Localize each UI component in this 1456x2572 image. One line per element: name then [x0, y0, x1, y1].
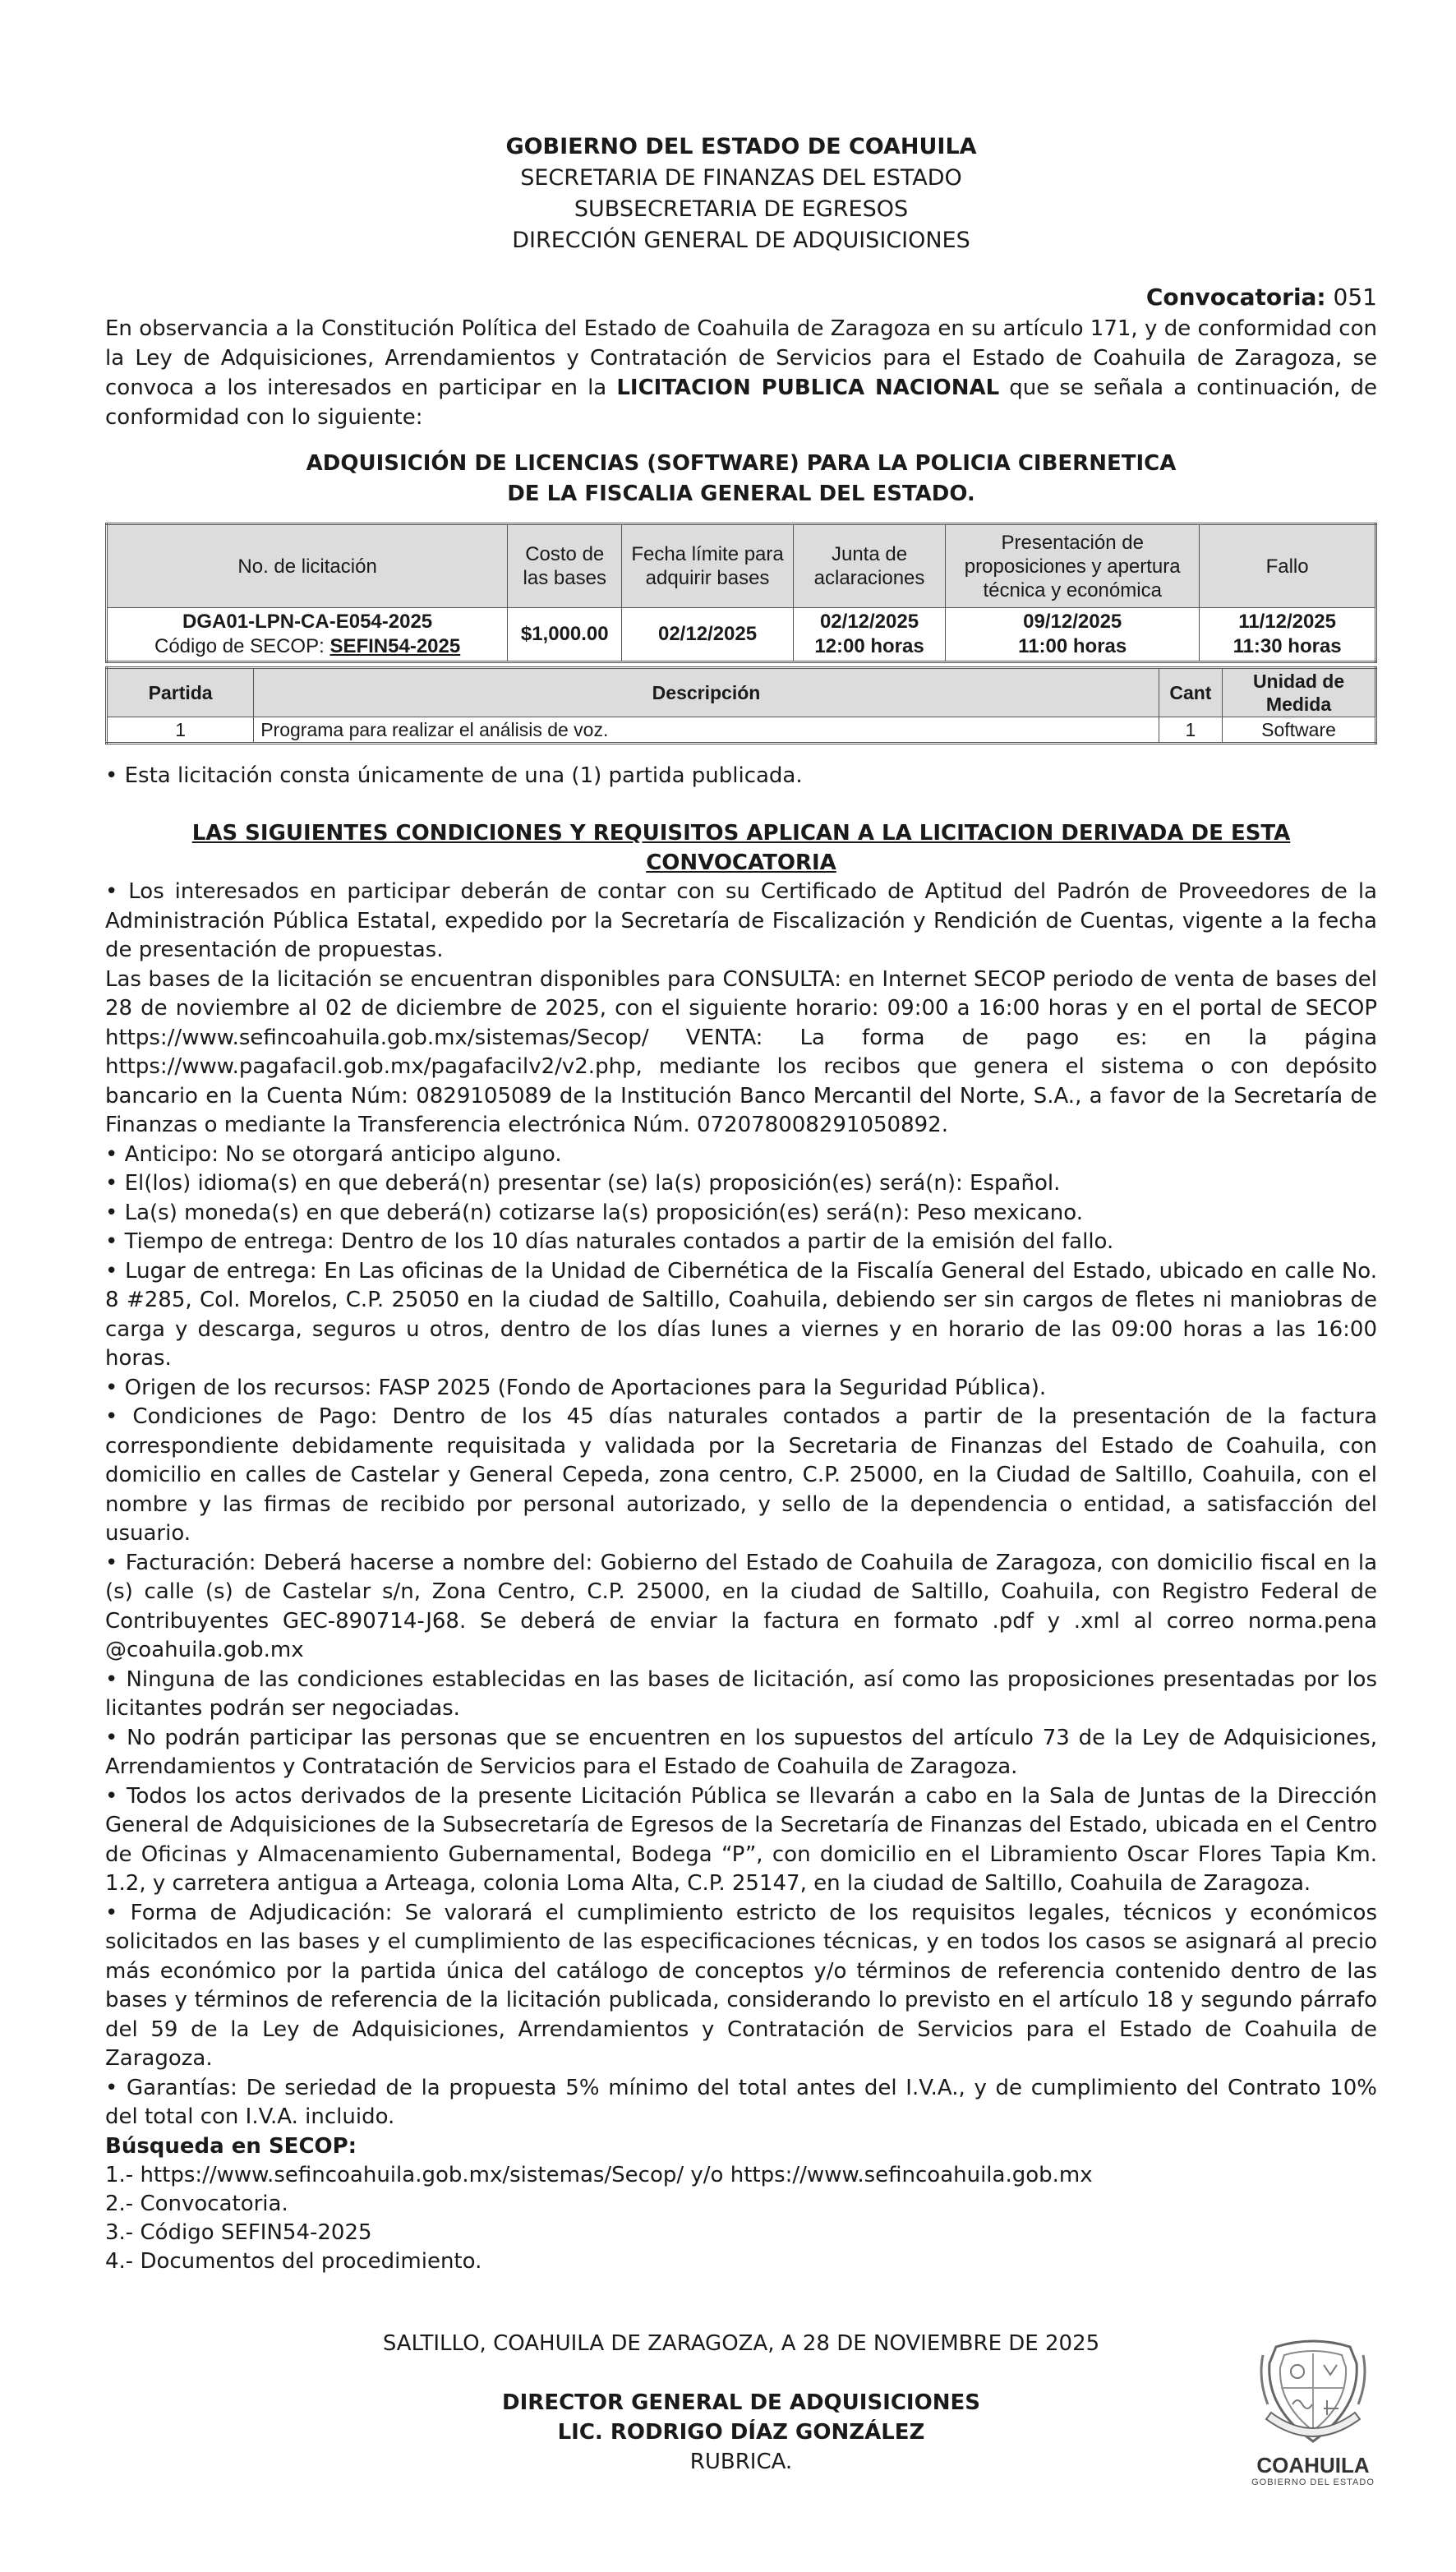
licitacion-code: DGA01-LPN-CA-E054-2025	[182, 611, 433, 633]
partidas-table-header	[107, 668, 1376, 717]
list-item: • No podrán participar las personas que se encuentren en los supuestos del artículo 73 de la Ley de Adquisiciones, Arrendamientos y Contratación de Servicios para el Estado de Coahuila de Zaragoza.	[105, 1725, 1377, 1779]
partidas-table	[105, 666, 1377, 744]
coahuila-seal	[1239, 2330, 1387, 2495]
conditions-title-line-2: CONVOCATORIA	[646, 850, 836, 875]
subject-line-1: ADQUISICIÓN DE LICENCIAS (SOFTWARE) PARA LA POLICIA CIBERNETICA	[306, 451, 1177, 476]
col-no-licitacion: No. de licitación	[107, 524, 508, 608]
list-item: 4.- Documentos del procedimiento.	[105, 2248, 482, 2274]
header-subsecretaria: SUBSECRETARIA DE EGRESOS	[574, 196, 909, 222]
convocatoria-value: 051	[1333, 283, 1377, 311]
list-item: • Forma de Adjudicación: Se valorará el cumplimiento estricto de los requisitos legales, técnicos y económicos solicitados en las bases y el cumplimiento de las especificaciones técnicas, y en todos los casos se asignará al precio más económico por la partida única del catálogo de conceptos y/o términos de referencia contenido dentro de las bases y términos de referencia de la licitación publicada, considerando lo previsto en el artículo 18 y segundo párrafo del 59 de la Ley de Adquisiciones, Arrendamientos y Contratación de Servicios para el Estado de Coahuila de Zaragoza.	[105, 1900, 1377, 2071]
list-item: • Facturación: Deberá hacerse a nombre del: Gobierno del Estado de Coahuila de Zaragoza, con domicilio fiscal en la (s) calle (s) de Castelar s/n, Zona Centro, C.P. 25000, en la ciudad de Saltillo, Coahuila, con Registro Federal de Contribuyentes GEC-890714-J68. Se deberá de enviar la factura en formato .pdf y .xml al correo norma.pena @coahuila.gob.mx	[105, 1550, 1377, 1662]
intro-paragraph	[105, 314, 1377, 432]
col-fallo: Fallo	[1200, 524, 1376, 608]
list-item: 2.- Convocatoria.	[105, 2191, 288, 2216]
intro-text-2: que se señala a continuación, de conformidad con lo siguiente:	[105, 376, 1377, 430]
signature-block	[105, 2388, 1377, 2477]
list-item: • Lugar de entrega: En Las oficinas de la Unidad de Cibernética de la Fiscalía General del Estado, ubicado en calle No. 8 #285, Col. Morelos, C.P. 25050 en la ciudad de Saltillo, Coahuila, debiendo ser sin cargos de fletes ni maniobras de carga y descarga, seguros u otros, dentro de los días lunes a viernes y en horario de las 09:00 horas a las 16:00 horas.	[105, 1258, 1377, 1371]
col-cant: Cant	[1159, 668, 1222, 717]
secop-search-title: Búsqueda en SECOP:	[105, 2133, 357, 2159]
secop-label: Código de SECOP:	[154, 635, 330, 657]
junta-hora: 12:00 horas	[814, 635, 924, 657]
fallo-hora: 11:30 horas	[1233, 635, 1342, 657]
signer-rubrica: RUBRICA.	[689, 2449, 793, 2474]
cell-costo: $1,000.00	[508, 608, 622, 662]
coat-of-arms-icon	[1251, 2330, 1375, 2454]
cell-licitacion	[107, 608, 508, 662]
list-item: 3.- Código SEFIN54-2025	[105, 2219, 372, 2245]
subject-line-2: DE LA FISCALIA GENERAL DEL ESTADO.	[507, 482, 975, 506]
cell-fecha-limite: 02/12/2025	[622, 608, 794, 662]
conditions-title-line-1: LAS SIGUIENTES CONDICIONES Y REQUISITOS APLICAN A LA LICITACION DERIVADA DE ESTA	[191, 821, 1291, 846]
col-unidad: Unidad de Medida	[1223, 668, 1376, 717]
cell-fallo	[1200, 608, 1376, 662]
col-partida: Partida	[107, 668, 254, 717]
conditions-list	[105, 878, 1377, 2132]
cell-cant: 1	[1159, 717, 1222, 744]
table-row	[107, 608, 1376, 662]
cell-junta	[793, 608, 945, 662]
secop-code-line	[108, 634, 506, 659]
list-item: • La(s) moneda(s) en que deberá(n) cotizarse la(s) proposición(es) será(n): Peso mexicano.	[105, 1200, 1083, 1225]
list-item: • Todos los actos derivados de la presente Licitación Pública se llevarán a cabo en la Sala de Juntas de la Dirección General de Adquisiciones de la Subsecretaría de Egresos de la Secretaría de Finanzas del Estado, ubicada en el Centro de Oficinas y Almacenamiento Gubernamental, Bodega “P”, con domicilio en el Libramiento Oscar Flores Tapia Km. 1.2, y carretera antigua a Arteaga, colonia Loma Alta, C.P. 25147, en la ciudad de Saltillo, Coahuila de Zaragoza.	[105, 1783, 1377, 1896]
document-page	[105, 131, 1377, 2477]
col-presentacion: Presentación de proposiciones y apertura técnica y económica	[946, 524, 1200, 608]
document-header	[105, 131, 1377, 256]
seal-name: COAHUILA	[1256, 2453, 1370, 2478]
subject-title	[105, 449, 1377, 509]
licitacion-table	[105, 523, 1377, 663]
cell-partida: 1	[107, 717, 254, 744]
presentacion-hora: 11:00 horas	[1018, 635, 1127, 657]
secop-code: SEFIN54-2025	[329, 635, 461, 657]
cell-presentacion	[946, 608, 1200, 662]
list-item: • Anticipo: No se otorgará anticipo alguno.	[105, 1141, 562, 1167]
intro-text-1: En observancia a la Constitución Política del Estado de Coahuila de Zaragoza en su artículo 171, y de conformidad con la Ley de Adquisiciones, Arrendamientos y Contratación de Servicios para el Estado de Coahuila de Zaragoza, se convoca a los interesados en participar en la	[105, 316, 1377, 400]
signer-title: DIRECTOR GENERAL DE ADQUISICIONES	[502, 2390, 980, 2415]
place-date: SALTILLO, COAHUILA DE ZARAGOZA, A 28 DE NOVIEMBRE DE 2025	[382, 2330, 1100, 2356]
header-direccion: DIRECCIÓN GENERAL DE ADQUISICIONES	[512, 228, 970, 253]
table-row	[107, 717, 1376, 744]
convocatoria-label: Convocatoria:	[1145, 283, 1326, 311]
col-costo: Costo de las bases	[508, 524, 622, 608]
list-item: • Tiempo de entrega: Dentro de los 10 días naturales contados a partir de la emisión del fallo.	[105, 1229, 1114, 1254]
col-fecha-limite: Fecha límite para adquirir bases	[622, 524, 794, 608]
secop-search-steps	[105, 2161, 1377, 2276]
header-government: GOBIERNO DEL ESTADO DE COAHUILA	[505, 134, 977, 159]
fallo-fecha: 11/12/2025	[1238, 611, 1336, 633]
list-item: • Ninguna de las condiciones establecidas en las bases de licitación, así como las proposiciones presentadas por los licitantes podrán ser negociadas.	[105, 1666, 1377, 1721]
list-item: • Los interesados en participar deberán de contar con su Certificado de Aptitud del Padrón de Proveedores de la Administración Pública Estatal, expedido por la Secretaría de Fiscalización y Rendición de Cuentas, vigente a la fecha de presentación de propuestas.	[105, 879, 1377, 962]
col-descripcion: Descripción	[254, 668, 1159, 717]
intro-licitacion-type: LICITACION PUBLICA NACIONAL	[616, 376, 1000, 400]
list-item: • Garantías: De seriedad de la propuesta 5% mínimo del total antes del I.V.A., y de cumplimiento del Contrato 10% del total con I.V.A. incluido.	[105, 2075, 1377, 2129]
presentacion-fecha: 09/12/2025	[1023, 611, 1122, 633]
licitacion-table-header	[107, 524, 1376, 608]
list-item: • El(los) idioma(s) en que deberá(n) presentar (se) la(s) proposición(es) será(n): Español.	[105, 1171, 1061, 1196]
convocatoria-number	[105, 281, 1377, 314]
list-item: • Origen de los recursos: FASP 2025 (Fondo de Aportaciones para la Seguridad Pública).	[105, 1375, 1047, 1400]
col-junta: Junta de aclaraciones	[793, 524, 945, 608]
signer-name: LIC. RODRIGO DÍAZ GONZÁLEZ	[557, 2419, 925, 2445]
cell-unidad: Software	[1223, 717, 1376, 744]
junta-fecha: 02/12/2025	[819, 611, 919, 633]
single-partida-note: • Esta licitación consta únicamente de una (1) partida publicada.	[105, 763, 803, 788]
seal-subtitle: GOBIERNO DEL ESTADO	[1251, 2478, 1375, 2487]
conditions-title	[105, 818, 1377, 878]
list-item: • Condiciones de Pago: Dentro de los 45 días naturales contados a partir de la presentación de la factura correspondiente debidamente requisitada y validada por la Secretaria de Finanzas del Estado de Coahuila, con domicilio en calles de Castelar y General Cepeda, zona centro, C.P. 25000, en la Ciudad de Saltillo, Coahuila, con el nombre y las firmas de recibido por personal autorizado, y sello de la dependencia o entidad, a satisfacción del usuario.	[105, 1404, 1377, 1546]
list-item: Las bases de la licitación se encuentran disponibles para CONSULTA: en Internet SECOP periodo de venta de bases del 28 de noviembre al 02 de diciembre de 2025, con el siguiente horario: 09:00 a 16:00 horas y en el portal de SECOP https://www.sefincoahuila.gob.mx/sistemas/Secop/ VENTA: La forma de pago es: en la página https://www.pagafacil.gob.mx/pagafacilv2/v2.php, mediante los recibos que genera el sistema o con depósito bancario en la Cuenta Núm: 0829105089 de la Institución Banco Mercantil del Norte, S.A., a favor de la Secretaría de Finanzas o mediante la Transferencia electrónica Núm. 072078008291050892.	[105, 966, 1377, 1137]
cell-descripcion: Programa para realizar el análisis de voz.	[254, 717, 1159, 744]
header-secretaria: SECRETARIA DE FINANZAS DEL ESTADO	[520, 165, 962, 191]
list-item: 1.- https://www.sefincoahuila.gob.mx/sistemas/Secop/ y/o https://www.sefincoahuila.gob.mx	[105, 2162, 1093, 2187]
